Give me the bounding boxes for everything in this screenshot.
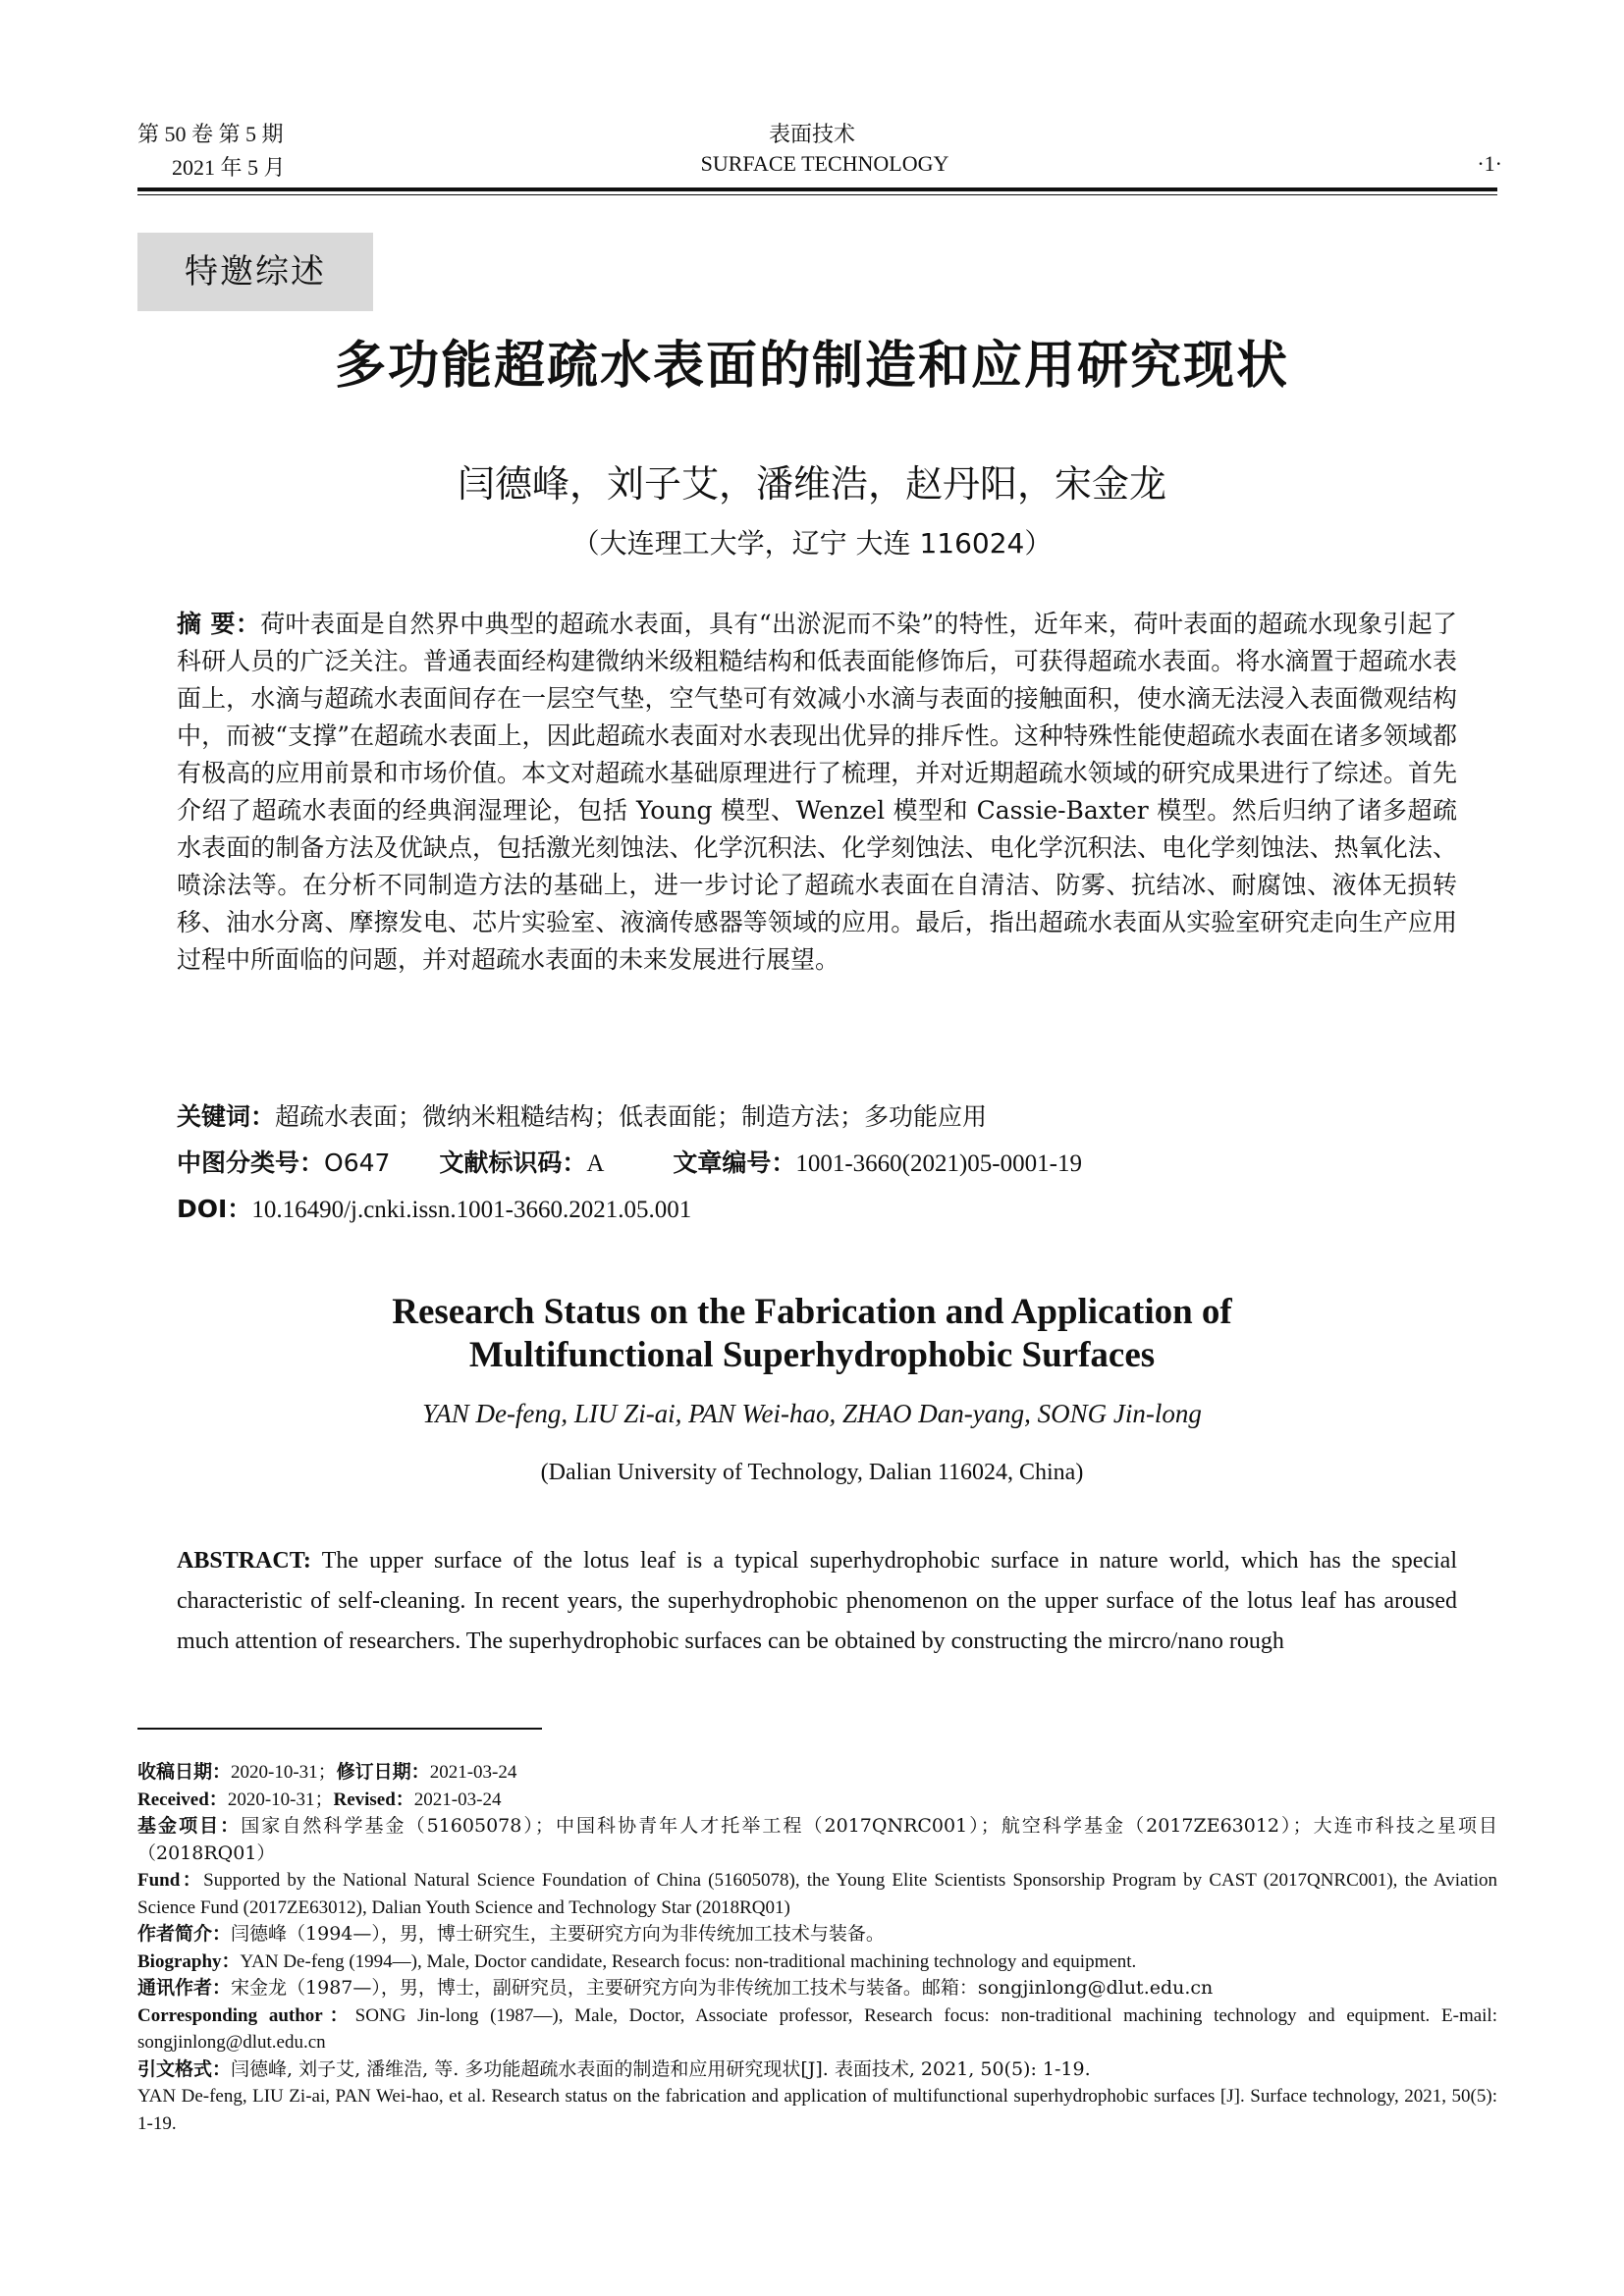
footnotes — [137, 1759, 1497, 2137]
clc-value: O647 — [324, 1148, 391, 1177]
corr-cn-text: 宋金龙（1987—），男，博士，副研究员，主要研究方向为非传统加工技术与装备。邮箱：songjinlong@dlut.edu.cn — [231, 1977, 1214, 1999]
bio-cn-label: 作者简介： — [137, 1923, 232, 1945]
revised-cn-label: 修订日期： — [336, 1761, 430, 1783]
cite-cn-label: 引文格式： — [137, 2057, 232, 2080]
revised-en-label: Revised： — [333, 1789, 414, 1810]
abstract-en-text: The upper surface of the lotus leaf is a typical superhydrophobic surface in nature world, which has the special characteristic of self-cleaning. In recent years, the superhydrophobic phenomenon on the upper surface of the lotus leaf has aroused much attention of researchers. The superhydrophobic surfaces can be obtained by constructing the mircro/nano rough — [177, 1548, 1457, 1654]
footnote-bio-en — [137, 1949, 1497, 1976]
authors-en: YAN De-feng, LIU Zi-ai, PAN Wei-hao, ZHAO Dan-yang, SONG Jin-long — [422, 1399, 1202, 1428]
affiliation-cn: （大连理工大学，辽宁 大连 116024） — [571, 527, 1053, 560]
section-label-text: 特邀综述 — [185, 252, 326, 292]
corr-cn-label: 通讯作者： — [137, 1977, 232, 1999]
footnote-fund-en — [137, 1867, 1497, 1921]
paper-title-en — [0, 1291, 1624, 1377]
paper-title-cn: 多功能超疏水表面的制造和应用研究现状 — [334, 337, 1289, 396]
paper-title-en-line2: Multifunctional Superhydrophobic Surfaces — [468, 1335, 1156, 1375]
header-rule — [137, 187, 1497, 191]
keywords-text: 超疏水表面；微纳米粗糙结构；低表面能；制造方法；多功能应用 — [275, 1102, 988, 1131]
footnote-rule — [137, 1728, 542, 1730]
volume-issue: 第 50 卷 第 5 期 — [137, 122, 284, 146]
footnote-cite-cn — [137, 2056, 1497, 2084]
authors-cn: 闫德峰，刘子艾，潘维浩，赵丹阳，宋金龙 — [457, 462, 1166, 506]
issue-date: 2021 年 5 月 — [172, 155, 286, 180]
keywords — [177, 1097, 987, 1133]
clc-label: 中图分类号： — [177, 1148, 325, 1177]
doc-code-value: A — [586, 1150, 605, 1177]
footnote-dates-en — [137, 1787, 1497, 1814]
article-no-label: 文章编号： — [673, 1148, 796, 1177]
abstract-en — [177, 1541, 1457, 1662]
header-rule-thin — [137, 194, 1497, 195]
bio-en-text: YAN De-feng (1994—), Male, Doctor candidate, Research focus: non-traditional machining technology and equipment. — [240, 1950, 1137, 1972]
received-en-value: 2020-10-31； — [227, 1789, 334, 1810]
footnote-corr-en — [137, 2002, 1497, 2056]
abstract-cn-text: 荷叶表面是自然界中典型的超疏水表面，具有“出淤泥而不染”的特性，近年来，荷叶表面的超疏水现象引起了科研人员的广泛关注。普通表面经构建微纳米级粗糙结构和低表面能修饰后，可获得超疏水表面。将水滴置于超疏水表面上，水滴与超疏水表面间存在一层空气垫，空气垫可有效减小水滴与表面的接触面积，使水滴无法浸入表面微观结构中，而被“支撑”在超疏水表面上，因此超疏水表面对水表现出优异的排斥性。这种特殊性能使超疏水表面在诸多领域都有极高的应用前景和市场价值。本文对超疏水基础原理进行了梳理，并对近期超疏水领域的研究成果进行了综述。首先介绍了超疏水表面的经典润湿理论，包括 Young 模型、Wenzel 模型和 Cassie-Baxter 模型。然后归纳了诸多超疏水表面的制备方法及优缺点，包括激光刻蚀法、化学沉积法、化学刻蚀法、电化学沉积法、电化学刻蚀法、热氧化法、喷涂法等。在分析不同制造方法的基础上，进一步讨论了超疏水表面在自清洁、防雾、抗结冰、耐腐蚀、液体无损转移、油水分离、摩擦发电、芯片实验室、液滴传感器等领域的应用。最后，指出超疏水表面从实验室研究走向生产应用过程中所面临的问题，并对超疏水表面的未来发展进行展望。 — [177, 610, 1457, 974]
journal-title-cn: 表面技术 — [768, 122, 855, 146]
revised-cn-value: 2021-03-24 — [429, 1762, 517, 1783]
footnote-fund-cn — [137, 1813, 1497, 1867]
abstract-en-label: ABSTRACT: — [177, 1548, 311, 1574]
journal-title-en: SURFACE TECHNOLOGY — [700, 151, 949, 176]
cite-cn-text: 闫德峰, 刘子艾, 潘维浩, 等. 多功能超疏水表面的制造和应用研究现状[J]. 表面技术, 2021, 50(5): 1-19. — [231, 2057, 1091, 2080]
bio-cn-text: 闫德峰（1994—），男，博士研究生，主要研究方向为非传统加工技术与装备。 — [231, 1923, 885, 1945]
abstract-cn-label: 摘 要： — [177, 610, 261, 638]
bio-en-label: Biography： — [137, 1950, 241, 1972]
fund-cn-text: 国家自然科学基金（51605078）；中国科协青年人才托举工程（2017QNRC001）；航空科学基金（2017ZE63012）；大连市科技之星项目（2018RQ01） — [137, 1815, 1497, 1864]
footnote-corr-cn — [137, 1975, 1497, 2002]
abstract-cn — [177, 606, 1457, 979]
received-en-label: Received： — [137, 1789, 228, 1810]
page-number: ·1· — [1477, 151, 1502, 176]
classification-line — [177, 1144, 1082, 1179]
doi-value: 10.16490/j.cnki.issn.1001-3660.2021.05.001 — [251, 1197, 692, 1223]
revised-en-value: 2021-03-24 — [413, 1789, 502, 1810]
doi-label: DOI： — [177, 1195, 252, 1223]
corr-en-label: Corresponding author： — [137, 2004, 355, 2026]
received-cn-label: 收稿日期： — [137, 1761, 232, 1783]
doi-line — [177, 1190, 691, 1225]
keywords-label: 关键词： — [177, 1102, 276, 1131]
footnote-cite-en: YAN De-feng, LIU Zi-ai, PAN Wei-hao, et al. Research status on the fabrication and application of multifunctional superhydrophobic surfaces [J]. Surface technology, 2021, 50(5): 1-19. — [137, 2086, 1497, 2134]
footnote-bio-cn — [137, 1921, 1497, 1949]
footnote-dates-cn — [137, 1759, 1497, 1787]
affiliation-en: (Dalian University of Technology, Dalian 116024, China) — [540, 1460, 1084, 1485]
paper-title-en-line1: Research Status on the Fabrication and Application of — [392, 1292, 1232, 1332]
fund-en-label: Fund： — [137, 1870, 204, 1891]
article-no-value: 1001-3660(2021)05-0001-19 — [795, 1150, 1082, 1177]
doc-code-label: 文献标识码： — [439, 1148, 587, 1177]
fund-en-text: Supported by the National Natural Science Foundation of China (51605078), the Young Elite Scientists Sponsorship Program by CAST (2017QNRC001), the Aviation Science Fund (2017ZE63012), Dalian Youth Science and Technology Star (2018RQ01) — [137, 1870, 1497, 1918]
corr-en-text: SONG Jin-long (1987—), Male, Doctor, Associate professor, Research focus: non-traditional machining technology and equipment. E-mail: songjinlong@dlut.edu.cn — [137, 2004, 1497, 2053]
fund-cn-label: 基金项目： — [137, 1815, 242, 1837]
received-cn-value: 2020-10-31； — [231, 1762, 337, 1783]
section-label — [137, 233, 373, 311]
